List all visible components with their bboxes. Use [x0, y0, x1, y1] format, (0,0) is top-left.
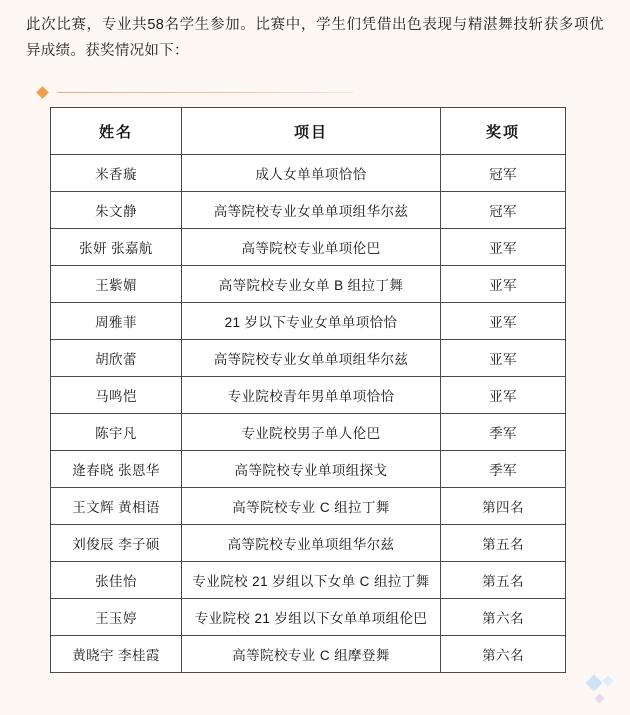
cell-award: 第五名: [441, 562, 566, 599]
cell-event: 高等院校专业 C 组拉丁舞: [182, 488, 441, 525]
column-header-name: 姓名: [51, 108, 182, 155]
table-row: [51, 229, 566, 266]
intro-paragraph: 此次比赛，专业共58名学生参加。比赛中，学生们凭借出色表现与精湛舞技斩获多项优异成绩。获奖情况如下：: [26, 17, 604, 59]
table-header: [51, 108, 566, 155]
cell-name: 王玉婷: [51, 599, 182, 636]
cell-award: 冠军: [441, 192, 566, 229]
table-row: [51, 599, 566, 636]
table-row: [51, 377, 566, 414]
cell-award: 第六名: [441, 599, 566, 636]
cell-event: 高等院校专业 C 组摩登舞: [182, 636, 441, 673]
cell-award: 亚军: [441, 266, 566, 303]
cell-name: 张妍 张嘉航: [51, 229, 182, 266]
cell-event: 专业院校青年男单单项恰恰: [182, 377, 441, 414]
cell-award: 亚军: [441, 303, 566, 340]
table-row: [51, 636, 566, 673]
cell-event: 专业院校 21 岁组以下女单 C 组拉丁舞: [182, 562, 441, 599]
table-row: [51, 451, 566, 488]
cell-event: 高等院校专业女单单项组华尔兹: [182, 192, 441, 229]
diamond-icon: [595, 694, 605, 704]
cell-name: 黄晓宇 李桂霞: [51, 636, 182, 673]
diamond-icon: [586, 675, 603, 692]
cell-award: 第六名: [441, 636, 566, 673]
table-row: [51, 414, 566, 451]
column-header-event: 项目: [182, 108, 441, 155]
cell-name: 张佳怡: [51, 562, 182, 599]
table-body: [51, 155, 566, 673]
cell-award: 第五名: [441, 525, 566, 562]
table-row: [51, 488, 566, 525]
cell-event: 高等院校专业女单 B 组拉丁舞: [182, 266, 441, 303]
cell-name: 王紫媚: [51, 266, 182, 303]
cell-event: 高等院校专业单项伦巴: [182, 229, 441, 266]
cell-award: 第四名: [441, 488, 566, 525]
table-row: [51, 303, 566, 340]
cell-name: 王文辉 黄相语: [51, 488, 182, 525]
column-header-award: 奖项: [441, 108, 566, 155]
table-header-row: [51, 108, 566, 155]
table-row: [51, 562, 566, 599]
cell-name: 周雅菲: [51, 303, 182, 340]
section-divider: [38, 88, 630, 97]
cell-event: 专业院校 21 岁组以下女单单项组伦巴: [182, 599, 441, 636]
cell-name: 朱文静: [51, 192, 182, 229]
cell-award: 亚军: [441, 229, 566, 266]
table-row: [51, 266, 566, 303]
table-row: [51, 155, 566, 192]
corner-decoration: [576, 665, 616, 705]
award-table: [50, 107, 566, 673]
cell-name: 陈宇凡: [51, 414, 182, 451]
cell-name: 马鸣恺: [51, 377, 182, 414]
table-row: [51, 192, 566, 229]
cell-event: 专业院校男子单人伦巴: [182, 414, 441, 451]
cell-event: 高等院校专业女单单项组华尔兹: [182, 340, 441, 377]
cell-award: 冠军: [441, 155, 566, 192]
cell-name: 刘俊辰 李子硕: [51, 525, 182, 562]
cell-event: 高等院校专业单项组华尔兹: [182, 525, 441, 562]
table-row: [51, 340, 566, 377]
award-table-container: [50, 107, 562, 673]
divider-line: [57, 92, 353, 93]
cell-award: 亚军: [441, 377, 566, 414]
intro-paragraph-block: [0, 0, 630, 64]
cell-award: 亚军: [441, 340, 566, 377]
cell-event: 高等院校专业单项组探戈: [182, 451, 441, 488]
cell-award: 季军: [441, 414, 566, 451]
cell-award: 季军: [441, 451, 566, 488]
diamond-icon: [36, 86, 49, 99]
cell-name: 逄春晓 张恩华: [51, 451, 182, 488]
cell-name: 胡欣蕾: [51, 340, 182, 377]
cell-event: 成人女单单项恰恰: [182, 155, 441, 192]
cell-event: 21 岁以下专业女单单项恰恰: [182, 303, 441, 340]
table-row: [51, 525, 566, 562]
diamond-icon: [602, 675, 613, 686]
cell-name: 米香璇: [51, 155, 182, 192]
